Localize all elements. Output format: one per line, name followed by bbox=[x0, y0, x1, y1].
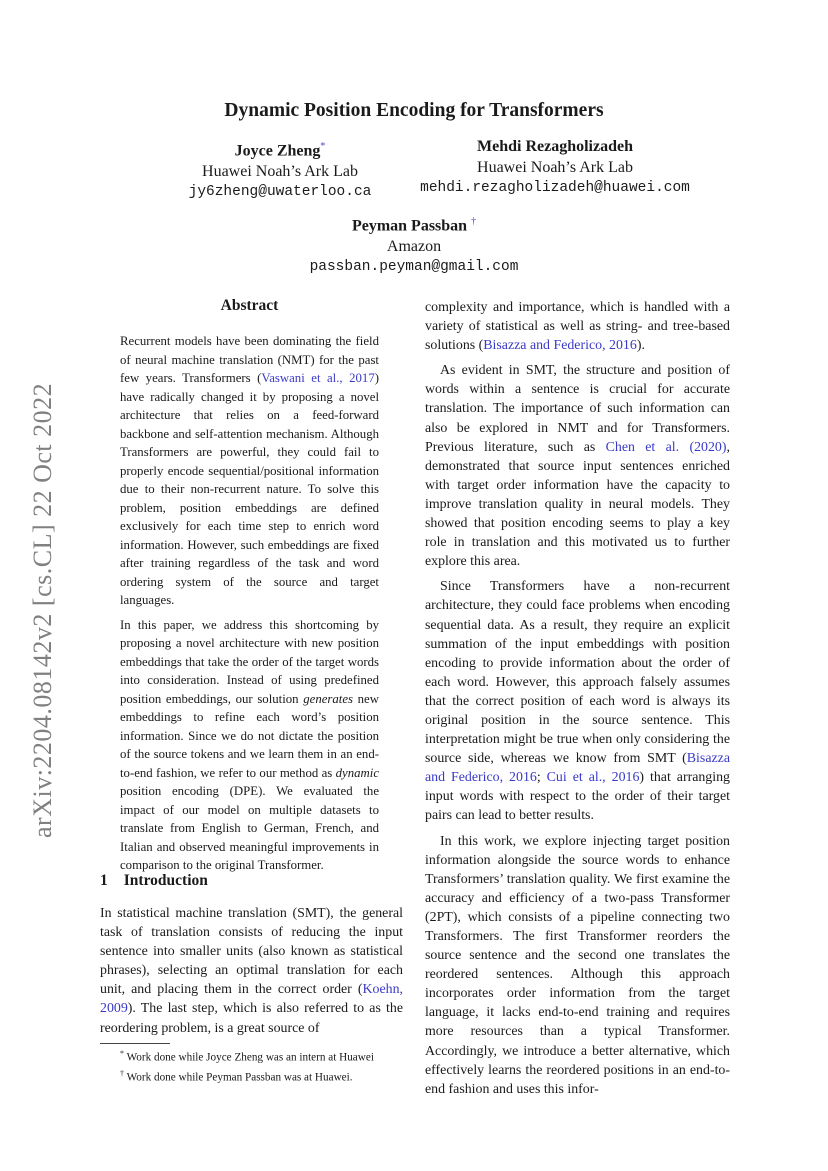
section-heading-introduction bbox=[100, 872, 208, 890]
paper-title: Dynamic Position Encoding for Transformers bbox=[224, 100, 604, 121]
author-affiliation: Huawei Noah’s Ark Lab bbox=[202, 163, 358, 181]
right-paragraph-1: As evident in SMT, the structure and position of words within a sentence is crucial for accurate translation. The importance of such information can also be explored in NMT and for Transformers. Previous literature, such as Chen et al. (2020), demonstrated that source input sentences enriched with target order information have the capacity to improve translation quality in neural models. They showed that position encoding seems to play a key role in translation and this motivated us to further explore this area. bbox=[425, 363, 730, 570]
arxiv-identifier: arXiv:2204.08142v2 [cs.CL] 22 Oct 2022 bbox=[28, 382, 57, 838]
author-block-3 bbox=[264, 211, 564, 278]
author-name: Mehdi Rezagholizadeh bbox=[477, 138, 633, 155]
abstract-paragraph-2: In this paper, we address this shortcoming by proposing a novel architecture with new position embeddings that take the order of the target words into consideration. Instead of using predefined position embeddings, our solution generates new embeddings to refine each word’s position information. Since we do not dictate the position of the source tokens and we learn them in an end-to-end fashion, we refer to our method as dynamic position encoding (DPE). We evaluated the impact of our model on multiple datasets to translate from English to German, French, and Italian and observed meaningful improvements in comparison to the original Transformer. bbox=[120, 617, 379, 872]
author-affiliation: Amazon bbox=[386, 238, 442, 256]
footnote-2: † Work done while Peyman Passban was at Huawei. bbox=[120, 1068, 353, 1084]
citation-link[interactable]: Cui et al., 2016 bbox=[546, 770, 640, 786]
right-paragraph-3: In this work, we explore injecting target position information alongside the source words to enhance Transformers’ translation quality. We first examine the accuracy and efficiency of a two-pass Transformer (2PT), which consists of a pipeline connecting two Transformers. The first Transformer reorders the source sentence and the second one translates the reordered sentences. Although this approach incorporates order information from the target language, it lacks end-to-end training and requires more resources than a typical Transformer. Accordingly, we introduce a better alternative, which effectively learns the reordered positions in an end-to-end fashion and uses this infor- bbox=[425, 833, 730, 1097]
citation-link[interactable]: Chen et al. (2020) bbox=[605, 439, 727, 455]
author-name: Joyce Zheng bbox=[234, 142, 321, 160]
citation-link[interactable]: Vaswani et al., 2017 bbox=[261, 371, 375, 385]
author-footnote-mark[interactable]: * bbox=[320, 141, 326, 152]
author-email: jy6zheng@uwaterloo.ca bbox=[188, 184, 372, 201]
citation-link[interactable]: Koehn, 2009 bbox=[100, 982, 403, 1017]
abstract-body bbox=[120, 332, 379, 881]
footnote-divider bbox=[100, 1043, 170, 1044]
author-block-1 bbox=[170, 136, 390, 203]
author-email: mehdi.rezagholizadeh@huawei.com bbox=[420, 180, 690, 196]
footnote-1: * Work done while Joyce Zheng was an intern at Huawei bbox=[120, 1049, 374, 1064]
intro-paragraph-1: In statistical machine translation (SMT), the general task of translation consists of reducing the input sentence into smaller units (also known as statistical phrases), selecting an optimal translation for each unit, and placing them in the correct order (Koehn, 2009). The last step, which is also referred to as the reordering problem, is a great source of bbox=[100, 906, 403, 1036]
footnotes bbox=[100, 1046, 403, 1085]
abstract-paragraph-1: Recurrent models have been dominating the field of neural machine translation (NMT) for the past few years. Transformers (Vaswani et al., 2017) have radically changed it by proposing a novel architecture that relies on a feed-forward backbone and self-attention mechanism. Although Transformers are powerful, they could fail to properly encode sequential/positional information due to their non-recurrent nature. To solve this problem, position embeddings are defined exclusively for each time step to enrich word information. However, such embeddings are fixed after training regardless of the task and word ordering system of the source and target languages. bbox=[120, 334, 379, 607]
author-footnote-mark[interactable]: † bbox=[471, 216, 477, 227]
section-title: Introduction bbox=[123, 872, 208, 889]
author-affiliation: Huawei Noah’s Ark Lab bbox=[477, 159, 633, 176]
abstract-heading: Abstract bbox=[220, 297, 279, 314]
author-block-2 bbox=[395, 136, 715, 199]
author-name: Peyman Passban bbox=[351, 217, 468, 235]
citation-link[interactable]: Bisazza and Federico, 2016 bbox=[425, 751, 730, 786]
right-paragraph-0: complexity and importance, which is handled with a variety of statistical as well as string- and tree-based solutions (Bisazza and Federico, 2016). bbox=[425, 300, 730, 354]
intro-body bbox=[100, 904, 403, 1044]
citation-link[interactable]: Bisazza and Federico, 2016 bbox=[483, 338, 637, 354]
author-email: passban.peyman@gmail.com bbox=[309, 259, 519, 276]
right-column-body bbox=[425, 298, 730, 1105]
right-paragraph-2: Since Transformers have a non-recurrent architecture, they could face problems when encoding sequential data. As a result, they require an explicit summation of the input embeddings with position encoding to provide information about the order of each word. However, this approach falsely assumes that the correct position of each word is always its original position in the source sentence. This interpretation might be true when only considering the source side, whereas we know from SMT (Bisazza and Federico, 2016; Cui et al., 2016) that arranging input words with respect to the order of their target pairs can lead to better results. bbox=[425, 579, 731, 824]
section-number: 1 bbox=[100, 872, 108, 889]
